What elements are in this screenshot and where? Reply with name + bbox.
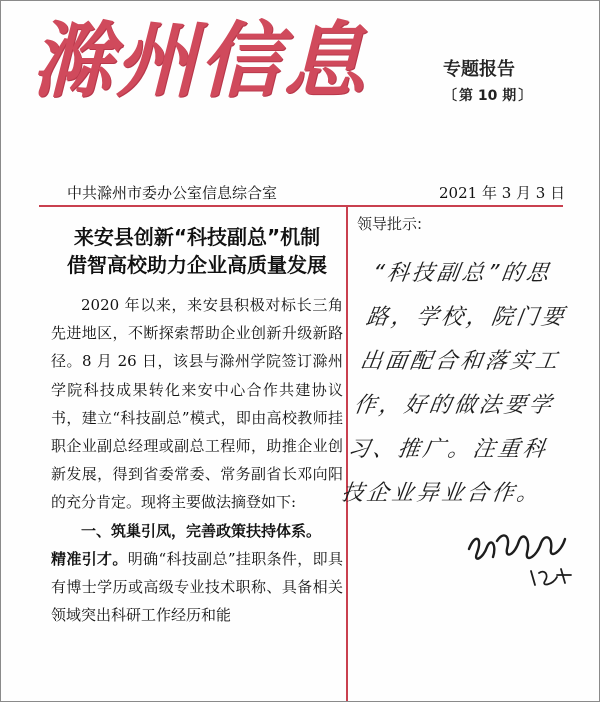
sender-office: 中共滁州市委办公室信息综合室	[67, 184, 278, 202]
headline	[51, 223, 343, 279]
handwritten-signature	[461, 519, 581, 589]
section-1-body	[51, 545, 343, 630]
issue-bracket-open: 〔	[443, 88, 457, 104]
header-divider	[39, 205, 563, 207]
section-1-heading: 一、筑巢引凤，完善政策扶持体系。	[81, 521, 322, 540]
section-1-subheading: 精准引才。	[51, 549, 128, 568]
issue-bracket-close: 〕	[518, 88, 533, 104]
issue-number	[441, 85, 534, 105]
issue-date: 2021 年 3 月 3 日	[439, 184, 566, 202]
section-1	[51, 517, 343, 630]
article	[51, 223, 343, 629]
leader-label: 领导批示:	[357, 215, 423, 233]
masthead-title: 滁州信息	[31, 14, 367, 109]
headline-line-1: 来安县创新“科技副总”机制	[73, 225, 321, 249]
section-1-text: 明确“科技副总”挂职条件，即具有博士学历或高级专业技术职称、具备相关领域突出科研工作经历和能	[51, 549, 343, 625]
headline-line-2: 借智高校助力企业高质量发展	[67, 253, 327, 277]
article-paragraph-1: 2020 年以来，来安县积极对标长三角先进地区，不断探索帮助企业创新升级新路径。8 月 26 日，该县与滁州学院签订滁州学院科技成果转化来安中心合作共建协议书，建立“科技副总”模式，即由高校教师挂职企业副总经理或副总工程师，助推企业创新发展，得到省委常委、常务副省长邓向阳的充分肯定。现将主要做法摘登如下:	[51, 296, 343, 512]
leader-instructions	[339, 213, 587, 516]
handwritten-instruction: “科技副总”的思路，学校，院门要出面配合和落实工作，好的做法要学习、推广。注重科技企业异业合作。	[339, 261, 569, 506]
issue-text: 第 10 期	[459, 88, 517, 104]
report-type: 专题报告	[443, 59, 515, 80]
